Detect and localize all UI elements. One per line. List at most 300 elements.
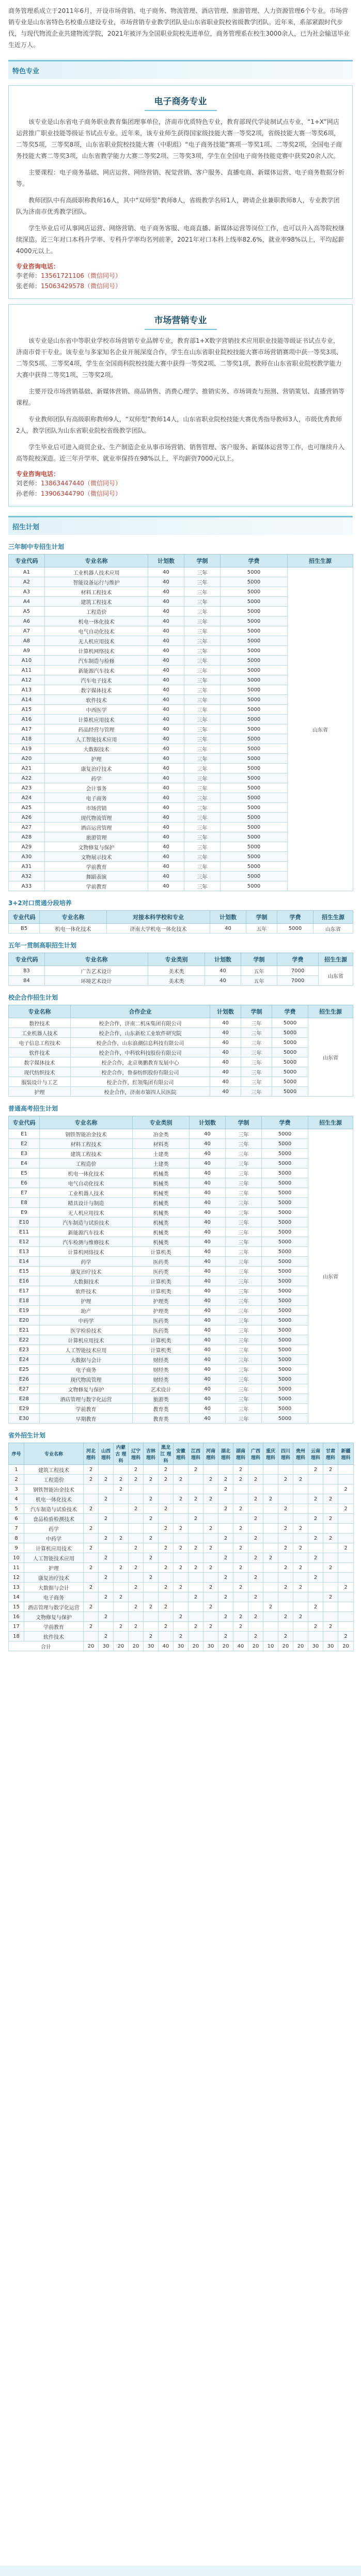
table-cell: 40 [190, 1257, 226, 1267]
table-cell: 5000 [262, 1218, 308, 1227]
table-cell [129, 1514, 144, 1524]
table-cell: 8 [9, 1534, 24, 1543]
table-cell: 2 [338, 1632, 354, 1641]
table-cell: 三年 [226, 1365, 262, 1374]
table-cell: 三年 [184, 773, 221, 783]
table-cell: 2 [159, 1504, 174, 1514]
table-cell: 2 [99, 1494, 114, 1504]
table-title: 省外招生计划 [8, 1432, 46, 1439]
table-cell: 5000 [221, 842, 288, 852]
table-cell [338, 1494, 354, 1504]
table-cell: E24 [9, 1355, 40, 1365]
table-cell [159, 1553, 174, 1563]
major-courses: 主要课程：电子商务基础、网店运营、网络营销、视觉营销、客户服务、直播电商、新媒体运营、电子商务数据分析等。 [16, 169, 345, 187]
table-cell: 40 [148, 881, 184, 891]
table-cell: A25 [9, 803, 45, 813]
table-cell: 三年 [184, 705, 221, 715]
table-cell [218, 1583, 233, 1592]
table-cell: 5000 [262, 1384, 308, 1394]
table-cell: 艺术设计 [133, 1384, 190, 1394]
table-cell [144, 1622, 159, 1632]
table-cell: 7000 [277, 966, 319, 976]
table-cell: 2 [159, 1602, 174, 1612]
table-cell [144, 1583, 159, 1592]
table-cell: 文物展示技术 [45, 852, 148, 862]
table-cell: A3 [9, 587, 45, 597]
table-cell: 40 [148, 842, 184, 852]
table-cell [189, 1524, 203, 1534]
table-cell: 9 [9, 1543, 24, 1553]
table-cell: 2 [293, 1475, 308, 1484]
table-cell: 5000 [221, 685, 288, 695]
table-cell: 计算机类 [133, 1335, 190, 1345]
table-row [9, 1602, 354, 1612]
table-cell: 5000 [221, 744, 288, 754]
table-cell: 汽车制造与检修 [45, 656, 148, 666]
column-header: 序号 [9, 1443, 24, 1465]
table-cell: 2 [278, 1504, 293, 1514]
table-cell: 13 [9, 1583, 24, 1592]
table-cell: 2 [114, 1563, 129, 1573]
table-cell: 三年 [184, 724, 221, 734]
column-header: 湖北 理科 [218, 1443, 233, 1465]
table-cell: E27 [9, 1384, 40, 1394]
table-cell [84, 1514, 99, 1524]
table-cell: 2 [323, 1534, 338, 1543]
table-cell: 40 [148, 823, 184, 832]
table-cell: 机械类 [133, 1178, 190, 1188]
table-cell [114, 1583, 129, 1592]
table-cell: 2 [174, 1543, 189, 1553]
table-cell [159, 1592, 174, 1602]
table-cell [114, 1543, 129, 1553]
table-cell: 美术类 [148, 976, 205, 986]
column-header: 专业名称 [9, 1005, 71, 1018]
table-cell: 2 [84, 1583, 99, 1592]
table-cell: 电子商务 [24, 1592, 84, 1602]
table-row [9, 1067, 353, 1077]
admission-tables [0, 542, 361, 1651]
table-cell: 人工智能技术应用 [45, 734, 148, 744]
table-cell [203, 1573, 218, 1583]
table-cell: 5000 [262, 1139, 308, 1149]
column-header: 内蒙古 理科 [114, 1443, 129, 1465]
table-cell: 三年 [226, 1267, 262, 1276]
table-cell: 机电一体化技术 [45, 617, 148, 626]
table-cell [233, 1494, 248, 1504]
table-cell: 人工智能技术应用 [24, 1553, 84, 1563]
contact-phone[interactable]: 13863447440（微信同号） [41, 480, 121, 487]
title-underline [145, 110, 217, 111]
table-row [9, 1247, 353, 1257]
table-cell: 2 [159, 1583, 174, 1592]
table-cell: 2 [99, 1632, 114, 1641]
column-header: 四川 理科 [278, 1443, 293, 1465]
table-cell: 40 [190, 1247, 226, 1257]
table-cell: 40 [148, 803, 184, 813]
table-cell [308, 1504, 323, 1514]
table-cell: 建筑工程技术 [40, 1149, 133, 1159]
table-cell: 三年 [226, 1335, 262, 1345]
table-cell [129, 1573, 144, 1583]
table-cell: 三年 [184, 881, 221, 891]
table-cell: 三年 [226, 1237, 262, 1247]
table-cell: 2 [323, 1592, 338, 1602]
table-cell: 财经类 [133, 1365, 190, 1374]
table-cell: A9 [9, 646, 45, 656]
table-cell [308, 1563, 323, 1573]
table-cell: 2 [84, 1602, 99, 1612]
table-cell: 5000 [262, 1325, 308, 1335]
total-cell: 10 [263, 1641, 278, 1651]
table-cell: 40 [190, 1267, 226, 1276]
table-row [9, 1475, 354, 1484]
table-cell: 2 [308, 1573, 323, 1583]
table-cell: 5000 [221, 872, 288, 881]
table-cell: 校企合作，济南二机床集团有限公司 [71, 1018, 210, 1028]
table-cell: 2 [278, 1543, 293, 1553]
column-header: 招生生源 [313, 911, 353, 924]
table-cell: 2 [159, 1543, 174, 1553]
table-cell [218, 1494, 233, 1504]
table-cell [129, 1484, 144, 1494]
table-cell [99, 1524, 114, 1534]
table-cell: 40 [190, 1178, 226, 1188]
table-cell: 5000 [221, 754, 288, 764]
table-cell: 三年 [184, 832, 221, 842]
table-cell: 5000 [221, 832, 288, 842]
contact-phone[interactable]: 13561721106（微信同号） [41, 272, 121, 279]
table-cell: 2 [159, 1465, 174, 1475]
table-cell [189, 1612, 203, 1622]
region-cell: 山东省 [308, 1018, 353, 1097]
table-cell: 5000 [221, 675, 288, 685]
table-cell [159, 1514, 174, 1524]
table-cell: E16 [9, 1276, 40, 1286]
table-cell [263, 1632, 278, 1641]
table-cell: 医药类 [133, 1257, 190, 1267]
table-cell: 药学 [40, 1257, 133, 1267]
table-cell: 新能源汽车技术 [40, 1227, 133, 1237]
table-row [9, 1077, 353, 1087]
table-cell: E13 [9, 1247, 40, 1257]
table-cell: 2 [323, 1514, 338, 1524]
table-cell [114, 1612, 129, 1622]
table-cell: 5000 [272, 1038, 308, 1048]
column-header: 甘肃 理科 [323, 1443, 338, 1465]
table-cell: 40 [148, 567, 184, 577]
table-cell: 2 [174, 1563, 189, 1573]
table-cell: E17 [9, 1286, 40, 1296]
table-cell: 三年 [241, 1087, 272, 1097]
table-cell: 2 [293, 1543, 308, 1553]
table-cell: 2 [263, 1494, 278, 1504]
table-cell [99, 1484, 114, 1494]
major-title [16, 94, 345, 111]
table-cell: 2 [218, 1504, 233, 1514]
table-cell: 5000 [221, 734, 288, 744]
column-header: 学制 [246, 911, 277, 924]
table-cell: 2 [203, 1475, 218, 1484]
table-cell: E15 [9, 1267, 40, 1276]
table-cell: 电气自动化技术 [45, 626, 148, 636]
table-cell [144, 1592, 159, 1602]
footer-bar [0, 2566, 361, 2576]
table-row [9, 1267, 353, 1276]
table-cell: 食品检验检测技术 [24, 1514, 84, 1524]
table-cell: 三年 [184, 567, 221, 577]
table-cell: 三年 [226, 1384, 262, 1394]
table-cell: 三年 [226, 1316, 262, 1325]
table-cell: 2 [233, 1563, 248, 1573]
table-cell: 三年 [184, 626, 221, 636]
table-cell: 2 [308, 1622, 323, 1632]
table-cell [278, 1553, 293, 1563]
table-cell: 17 [9, 1622, 24, 1632]
table-cell: B5 [9, 924, 40, 934]
table-cell: 2 [159, 1524, 174, 1534]
table-cell [203, 1514, 218, 1524]
table-cell: 2 [144, 1475, 159, 1484]
table-cell: 2 [144, 1534, 159, 1543]
table-cell: 机电一体化技术 [40, 924, 107, 934]
table-row [9, 1592, 354, 1602]
table-cell: 2 [233, 1543, 248, 1553]
table-cell [203, 1484, 218, 1494]
table-cell: 5000 [262, 1414, 308, 1424]
table-cell [278, 1573, 293, 1583]
table-header-row [9, 953, 353, 966]
column-header: 贵州 理科 [293, 1443, 308, 1465]
table-cell: 三年 [184, 675, 221, 685]
table-cell: 三年 [226, 1178, 262, 1188]
table-cell: 三年 [184, 862, 221, 872]
total-label: 合计 [9, 1641, 84, 1651]
column-header: 专业类别 [148, 953, 205, 966]
table-cell: 三年 [184, 587, 221, 597]
table-cell: 5000 [272, 1057, 308, 1067]
table-cell: A16 [9, 715, 45, 724]
table-cell: 2 [308, 1465, 323, 1475]
table-cell: 7 [9, 1524, 24, 1534]
column-header: 专业名称 [40, 911, 107, 924]
table-cell: 汽车电子技术 [45, 675, 148, 685]
table-cell: 2 [203, 1583, 218, 1592]
column-header: 辽宁 理科 [129, 1443, 144, 1465]
table-cell: 2 [189, 1592, 203, 1602]
table-cell: 2 [203, 1563, 218, 1573]
table-cell: 2 [308, 1534, 323, 1543]
table-cell [129, 1553, 144, 1563]
table-cell: 5000 [262, 1247, 308, 1257]
title-underline [145, 329, 217, 330]
table-cell: 三年 [226, 1306, 262, 1316]
table-header-row [9, 555, 353, 567]
table-cell: E26 [9, 1374, 40, 1384]
table-cell [248, 1504, 263, 1514]
table-cell: 钢铁智能冶金技术 [24, 1484, 84, 1494]
table-cell: 5000 [262, 1404, 308, 1414]
table-cell: 2 [293, 1583, 308, 1592]
total-row [9, 1641, 354, 1651]
table-cell [278, 1622, 293, 1632]
table-cell [293, 1465, 308, 1475]
table-row [9, 1465, 354, 1475]
table-cell: 中药学 [40, 1316, 133, 1325]
table-cell: 大数据与会计 [24, 1583, 84, 1592]
table-cell [248, 1524, 263, 1534]
table-cell: 2 [218, 1484, 233, 1494]
section-banner-features [8, 60, 353, 79]
table-cell [323, 1543, 338, 1553]
table-cell [338, 1602, 354, 1612]
table-title: 三年制中专招生计划 [8, 543, 65, 550]
table-cell: 5000 [262, 1286, 308, 1296]
table-cell: 2 [99, 1514, 114, 1524]
table-cell: E25 [9, 1365, 40, 1374]
table-cell: 2 [84, 1543, 99, 1553]
table-cell: 40 [190, 1188, 226, 1198]
table-header-row [9, 1443, 354, 1465]
table-cell: 会计事务 [45, 783, 148, 793]
contact-phone[interactable]: 13906344790（微信同号） [41, 490, 121, 497]
table-cell [338, 1563, 354, 1573]
table-cell: 酒店运营管理 [45, 823, 148, 832]
column-header: 专业代码 [9, 911, 40, 924]
table-cell [99, 1504, 114, 1514]
table-cell: 40 [190, 1325, 226, 1335]
table-cell [263, 1573, 278, 1583]
contact-phone[interactable]: 15063429578（微信同号） [41, 282, 121, 290]
table-cell: 三年 [226, 1227, 262, 1237]
column-header: 山西 理科 [99, 1443, 114, 1465]
table-cell: 5000 [221, 587, 288, 597]
table-cell: 旅游类 [133, 1394, 190, 1404]
table-cell: 40 [148, 626, 184, 636]
table-cell [308, 1592, 323, 1602]
table-cell: 2 [263, 1553, 278, 1563]
table-cell: 40 [148, 862, 184, 872]
table-cell: 大数据技术 [40, 1276, 133, 1286]
table-cell: 三年 [226, 1247, 262, 1257]
table-cell: 2 [114, 1475, 129, 1484]
table-cell: 三年 [184, 636, 221, 646]
table-cell: 三年 [226, 1394, 262, 1404]
major-card-marketing [8, 304, 353, 507]
table-cell: 40 [148, 597, 184, 607]
table-cell [84, 1632, 99, 1641]
table-cell: 2 [233, 1583, 248, 1592]
table-cell: A14 [9, 695, 45, 705]
table-cell [278, 1602, 293, 1612]
table-cell: E6 [9, 1178, 40, 1188]
table-cell: 5000 [221, 852, 288, 862]
table-cell: 计算机网络技术 [45, 646, 148, 656]
table-cell: 工业机器人技术 [40, 1188, 133, 1198]
major-career: 学生毕业后可进入商贸企业、生产制造企业从事市场营销、销售管理、客户服务、新媒体运营等工作，也可继续升入高等院校深造。近三年升学率、就业率保持在98%以上，平均薪资7000元以上。 [16, 444, 345, 462]
table-cell: 工业机器人技术应用 [45, 567, 148, 577]
admission-table [8, 1443, 354, 1651]
table-cell: 医药类 [133, 1325, 190, 1335]
table-row [9, 966, 353, 976]
table-cell: 机械类 [133, 1188, 190, 1198]
table-cell [278, 1534, 293, 1543]
region-cell: 山东省 [308, 1129, 353, 1424]
table-cell: 计算机类 [133, 1276, 190, 1286]
total-cell: 30 [308, 1641, 323, 1651]
table-cell: 钢铁智能冶金技术 [40, 1129, 133, 1139]
table-cell: 40 [190, 1149, 226, 1159]
table-cell [323, 1602, 338, 1612]
table-cell: 无人机应用技术 [45, 636, 148, 646]
table-cell: 三年 [226, 1198, 262, 1208]
table-cell: 5000 [262, 1267, 308, 1276]
total-cell: 40 [159, 1641, 174, 1651]
table-cell [308, 1632, 323, 1641]
table-cell: 土建类 [133, 1149, 190, 1159]
table-cell: 现代物流管理 [45, 813, 148, 823]
table-cell [174, 1602, 189, 1612]
table-cell: 2 [144, 1514, 159, 1524]
table-cell [218, 1563, 233, 1573]
table-cell [278, 1592, 293, 1602]
table-row [9, 1057, 353, 1067]
column-header: 学费 [221, 555, 288, 567]
table-cell [308, 1543, 323, 1553]
major-career: 学生毕业后可从事网店运营、网络营销、电子商务客服、电商直播、新媒体运营等岗位工作，也可以升入高等院校继续深造。近三年对口本科升学率、专科升学率均名列前茅，2021年对口本科上线率82.6%，就业率98%以上，平均起薪4000元以上。 [16, 225, 345, 255]
table-cell: A21 [9, 764, 45, 773]
table-cell: 2 [189, 1622, 203, 1632]
table-cell: 2 [218, 1612, 233, 1622]
column-header: 专业名称 [24, 1443, 84, 1465]
table-cell: 市场营销 [45, 803, 148, 813]
table-cell: 40 [190, 1394, 226, 1404]
table-cell [99, 1543, 114, 1553]
table-header-row [9, 1116, 353, 1129]
table-row [9, 1286, 353, 1296]
table-cell: 2 [9, 1475, 24, 1484]
table-cell [129, 1612, 144, 1622]
table-row [9, 1573, 354, 1583]
table-cell: 2 [174, 1475, 189, 1484]
table-cell [144, 1524, 159, 1534]
table-cell: 校企合作，山东浪潮信息科技有限公司 [71, 1038, 210, 1048]
major-title [16, 313, 345, 330]
table-cell: 2 [278, 1524, 293, 1534]
table-cell: 三年 [184, 744, 221, 754]
table-cell [278, 1484, 293, 1494]
table-cell: 校企合作，山东新松工业软件研究院 [71, 1028, 210, 1038]
table-cell: 三年 [241, 1028, 272, 1038]
table-cell [174, 1484, 189, 1494]
table-cell: 40 [148, 852, 184, 862]
table-cell: 三年 [184, 734, 221, 744]
column-header: 专业代码 [9, 953, 45, 966]
table-cell: 三年 [241, 1057, 272, 1067]
table-cell: 2 [84, 1622, 99, 1632]
table-cell: 5000 [221, 695, 288, 705]
table-cell [144, 1465, 159, 1475]
table-cell [129, 1524, 144, 1534]
table-cell: 16 [9, 1612, 24, 1622]
table-cell: 三年 [184, 842, 221, 852]
table-cell [144, 1484, 159, 1494]
table-cell: 财经类 [133, 1374, 190, 1384]
table-cell: 2 [203, 1494, 218, 1504]
table-row [9, 1534, 354, 1543]
table-cell: 计算机应用技术 [45, 715, 148, 724]
table-cell [144, 1563, 159, 1573]
